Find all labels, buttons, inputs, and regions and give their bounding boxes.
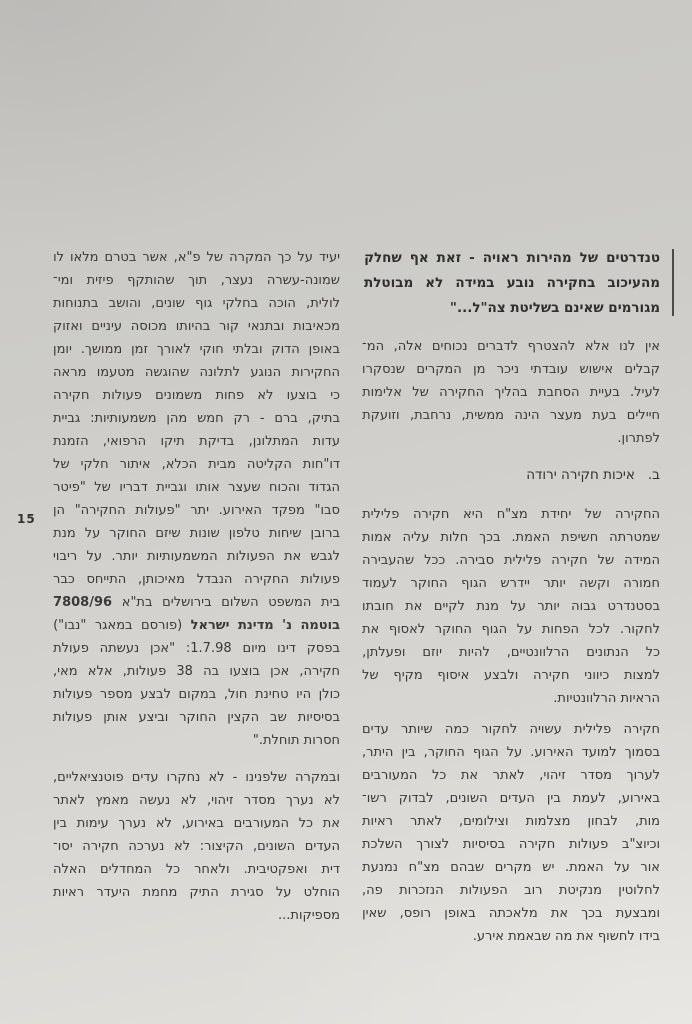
page-number: 15 xyxy=(17,512,36,526)
text-line: ובמקרה שלפנינו - לא נחקרו עדים פוטנציאליים, xyxy=(53,770,340,785)
text-line: שמונה-עשרה נעצר, תוך שהותקף פיזית ומי־ xyxy=(53,273,340,288)
text-line: כל הנתונים הרלוונטיים, להיות יוזם ופעלתן, xyxy=(362,645,660,660)
text-line: שמטרתה חשיפת האמת. בכך חלות עליה אמות xyxy=(362,530,660,545)
text-line: הגדוד והכוח שעצר אותו וגביית דבריו של "פיטר xyxy=(53,480,340,495)
paragraph xyxy=(53,766,340,927)
text-line: מספיקות... xyxy=(278,908,340,923)
text-line: פעולות החקירה הנבדל מאיכותן, התייחס כבר xyxy=(53,572,340,587)
section-heading-letter: ב. xyxy=(647,467,660,483)
text-line: אור על האמת. יש מקרים שבהם מצ"ח נמנעת xyxy=(362,860,660,875)
section-heading xyxy=(362,464,660,487)
text-line: בית המשפט השלום בירושלים בת"א 7808/96 xyxy=(53,595,340,610)
text-line: כי בוצעו לא פחות משמונים פעולות חקירה xyxy=(53,388,340,403)
text-line: מכאיבות ובתנאי קור בהיותו מכוסה עיניים ואזוק xyxy=(53,319,340,334)
text-line: חקירה פלילית עשויה לחקור כמה שיותר עדים xyxy=(362,722,660,737)
text-line: חסרות תוחלת." xyxy=(252,733,340,748)
text-line: המידה של חקירה פלילית סבירה. ככל שהעבירה xyxy=(362,553,660,568)
text-line: בסמוך למועד האירוע. על הגוף החוקר, בין היתר, xyxy=(362,745,660,760)
text-line: את כל המעורבים באירוע, לא נערך עימות בין xyxy=(53,816,340,831)
column-right xyxy=(362,246,660,948)
text-line: חקירה, אכן בוצעו בה 38 פעולות, אלא מאי, xyxy=(53,664,340,679)
paragraph xyxy=(362,718,660,948)
page-content xyxy=(53,246,660,948)
text-line: בוטמה נ' מדינת ישראל (פורסם במאגר "נבו") xyxy=(53,618,340,633)
text-line: הראיות הרלוונטיות. xyxy=(553,691,660,706)
text-line: למצות כיווני חקירה ולבצע איסוף מקיף של xyxy=(362,668,660,683)
text-line: מגורמים שאינם בשליטת צה"ל..." xyxy=(449,300,660,316)
column-left xyxy=(53,246,340,948)
paragraph xyxy=(362,503,660,710)
pull-quote-rule xyxy=(672,249,674,316)
paragraph xyxy=(53,246,340,752)
text-line: אין לנו אלא להצטרף לדברים נכוחים אלה, המ־ xyxy=(362,339,660,354)
text-line: חמורה וקשה יותר יידרש הגוף החוקר לעמוד xyxy=(362,576,660,591)
text-line: העדים השונים, הקיצור: לא נערכה חקירה יסו־ xyxy=(53,839,340,854)
text-line: בתיק, ברם - רק חמש מהן משמעותיות: גביית xyxy=(53,411,340,426)
text-line: בסטנדרט גבוה יותר על מנת לקיים את חובתו xyxy=(362,599,660,614)
text-line: לולית, הוכה בחלקי גוף שונים, והושב בתנוחות xyxy=(53,296,340,311)
text-line: לגבש את הפעולות המשמעותיות יותר. על ריבוי xyxy=(53,549,340,564)
text-line: החקירה של יחידת מצ"ח היא חקירה פלילית xyxy=(362,507,660,522)
section-heading-text: איכות חקירה ירודה xyxy=(526,467,635,483)
text-line: כולן היו טחינת חול, במקום לבצע מספר פעולות xyxy=(53,687,340,702)
text-line: בידו לחשוף את מה שבאמת אירע. xyxy=(472,929,660,944)
text-line: לפתרון. xyxy=(617,431,660,446)
paragraph xyxy=(362,335,660,450)
text-line: לא נערך מסדר זיהוי, לא נעשה מאמץ לאתר xyxy=(53,793,340,808)
text-line: מהעיכוב בחקירה נובע במידה לא מבוטלת xyxy=(364,275,660,291)
text-line: סבו" מפקד האירוע. יתר "פעולות החקירה" הן xyxy=(53,503,340,518)
text-line: טנדרטים של מהירות ראויה - זאת אף שחלק xyxy=(364,250,660,266)
text-line: עדות המתלונן, בדיקת תיקו הרפואי, הזמנת xyxy=(53,434,340,449)
text-line: בסיסיות שב הקצין החוקר וביצע אותן פעולות xyxy=(53,710,340,725)
text-line: באירוע, לעמת בין העדים השונים, לבדוק רשו־ xyxy=(362,791,660,806)
text-line: ברובן שיחות טלפון שונות שיזם החוקר על מנת xyxy=(53,526,340,541)
text-line: יעיד על כך המקרה של פ"א, אשר בטרם מלאו לו xyxy=(53,250,340,265)
text-line: לערוך מסדר זיהוי, לאתר את כל המעורבים xyxy=(362,768,660,783)
text-line: דית ואפקטיבית. ולאחר כל המחדלים האלה xyxy=(53,862,340,877)
text-line: החקירות הנוגע לתלונה שהוגשה מטעמו מראה xyxy=(53,365,340,380)
text-line: דו"חות הקליטה מבית הכלא, איתור חלקי של xyxy=(53,457,340,472)
pull-quote xyxy=(362,246,660,321)
text-line: לעיל. בעיית הסחבת בהליך החקירה של אלימות xyxy=(362,385,660,400)
text-line: באופן הדוק ובלתי חוקי לאורך זמן ממושך. יומן xyxy=(53,342,340,357)
text-line: לחקור. לכל הפחות על הגוף החוקר לאסוף את xyxy=(362,622,660,637)
text-line: קבלים אישוש עובדתי ניכר מן המקרים שנסקרו xyxy=(362,362,660,377)
text-line: לחלוטין מנקיטת רוב הפעולות הנזכרות פה, xyxy=(362,883,660,898)
text-line: חיילים בעת מעצר הינה ממשית, נרחבת, וזועקת xyxy=(362,408,660,423)
text-line: ומבצעת בכך את מלאכתה באופן רופס, שאין xyxy=(362,906,660,921)
text-line: הוחלט על סגירת התיק מחמת היעדר ראיות xyxy=(53,885,340,900)
text-line: בפסק דינו מיום 1.7.98: "אכן נעשתה פעולת xyxy=(53,641,340,656)
text-line: וכיוצ"ב פעולות חקירה בסיסיות לצורך השלכת xyxy=(362,837,660,852)
text-line: מות, לבחון מצלמות וצילומים, לאתר ראיות xyxy=(362,814,660,829)
